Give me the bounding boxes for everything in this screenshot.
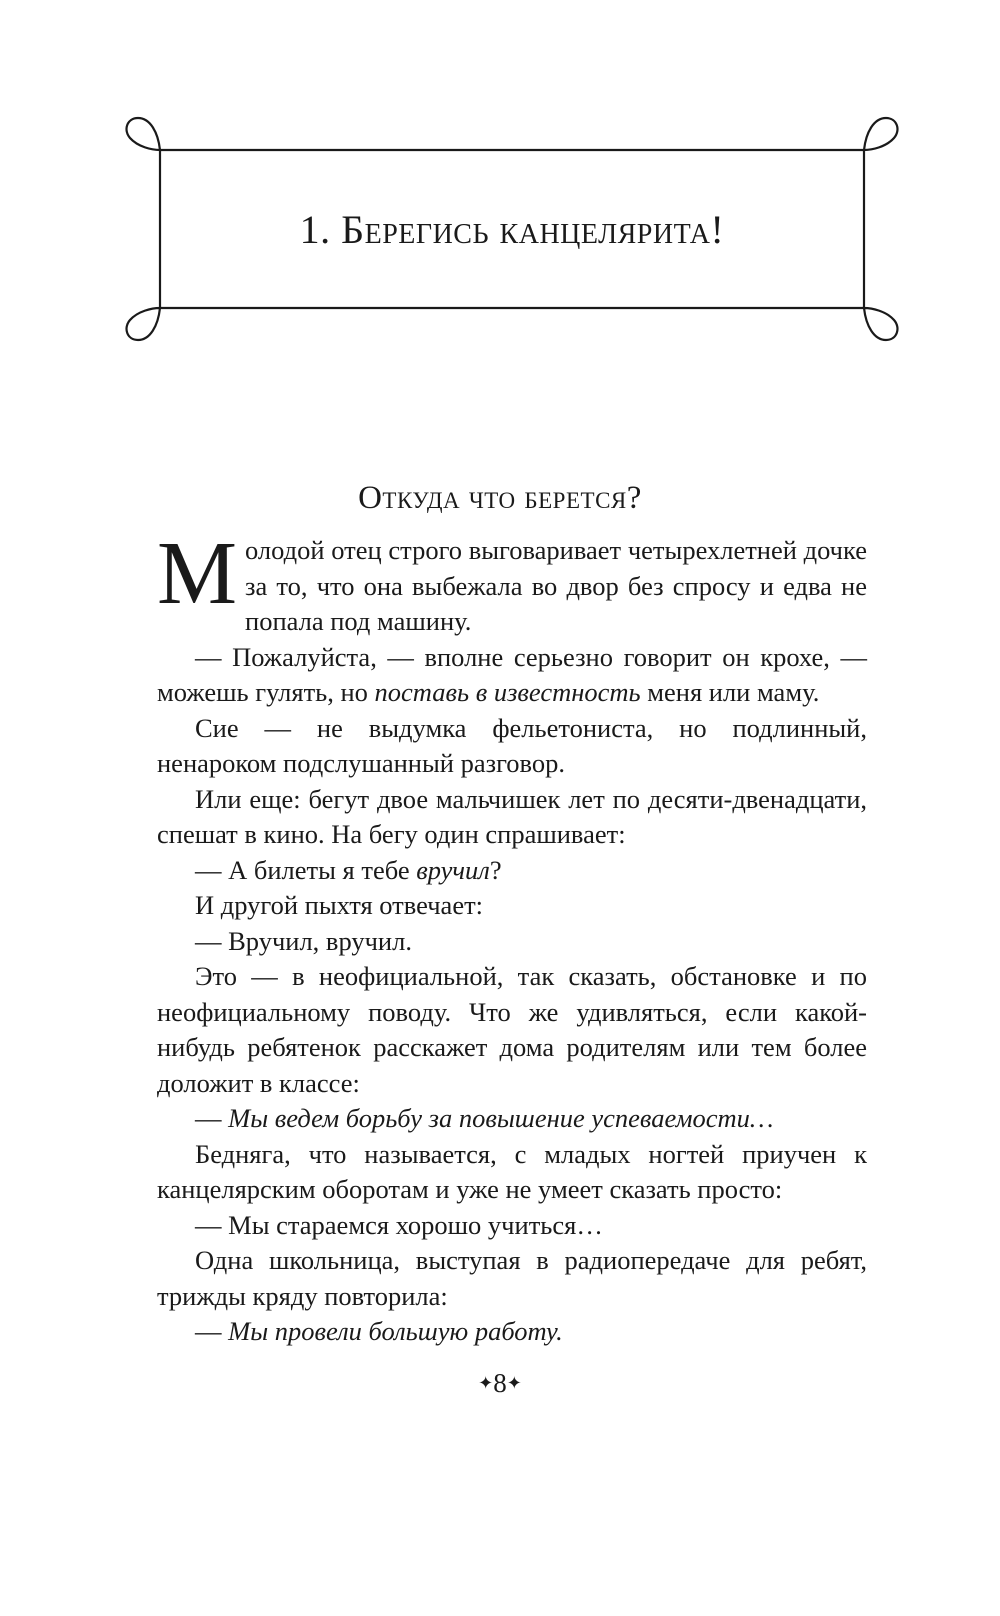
emphasis: вручил: [416, 854, 490, 885]
paragraph-text: меня или маму.: [640, 677, 820, 707]
paragraph: Сие — не выдумка фельетониста, но подлинный, ненароком подслушанный разговор.: [157, 712, 867, 778]
paragraph: И другой пыхтя отвечает:: [195, 890, 484, 920]
paragraph: Одна школьница, выступая в радиопередаче для ребят, трижды кряду повторила:: [157, 1245, 867, 1311]
paragraph: [157, 524, 867, 640]
emphasis: Мы провели большую работу.: [228, 1316, 563, 1346]
paragraph-text: — А билеты я тебе: [195, 854, 417, 885]
paragraph-text: олодой отец строго выговаривает четырехлетней дочке за то, что она выбежала во двор без спросу и едва не попала под машину.: [245, 535, 867, 636]
paragraph: — Мы стараемся хорошо учиться…: [195, 1209, 603, 1240]
section-title: Откуда что берется?: [358, 480, 642, 516]
paragraph-text: —: [195, 1316, 229, 1346]
page-number: 8: [493, 1368, 507, 1398]
paragraph-text: —: [195, 1103, 229, 1133]
paragraph: [157, 640, 867, 711]
chapter-title: 1. Берегись канцелярита!: [299, 206, 725, 252]
emphasis: поставь в известность: [374, 677, 641, 707]
paragraph: Это — в неофициальной, так сказать, обстановке и по неофициальному поводу. Что же удивляться, если какой-нибудь ребятенок расскажет дома родителям или тем более доложит в классе:: [157, 961, 867, 1098]
paragraph-text: — Пожалуйста, — вполне серьезно говорит он крохе, — можешь гулять, но: [157, 641, 867, 707]
paragraph: Или еще: бегут двое мальчишек лет по десяти-двенадцати, спешат в кино. На бегу один спрашивает:: [157, 783, 867, 849]
star-ornament-icon: ✦: [478, 1373, 494, 1393]
drop-cap: М: [157, 524, 238, 623]
paragraph: [157, 1314, 867, 1350]
paragraph: [157, 1101, 867, 1137]
paragraph: Бедняга, что называется, с младых ногтей приучен к канцелярским оборотам и уже не умеет сказать просто:: [157, 1138, 867, 1204]
page-number-footer: [0, 1368, 1000, 1399]
paragraph: — Вручил, вручил.: [195, 925, 412, 956]
emphasis: Мы ведем борьбу за повышение успеваемости…: [228, 1103, 774, 1133]
paragraph-text: ?: [489, 854, 502, 885]
body-text: [157, 524, 867, 1350]
paragraph: [157, 853, 867, 889]
star-ornament-icon: ✦: [506, 1373, 522, 1393]
